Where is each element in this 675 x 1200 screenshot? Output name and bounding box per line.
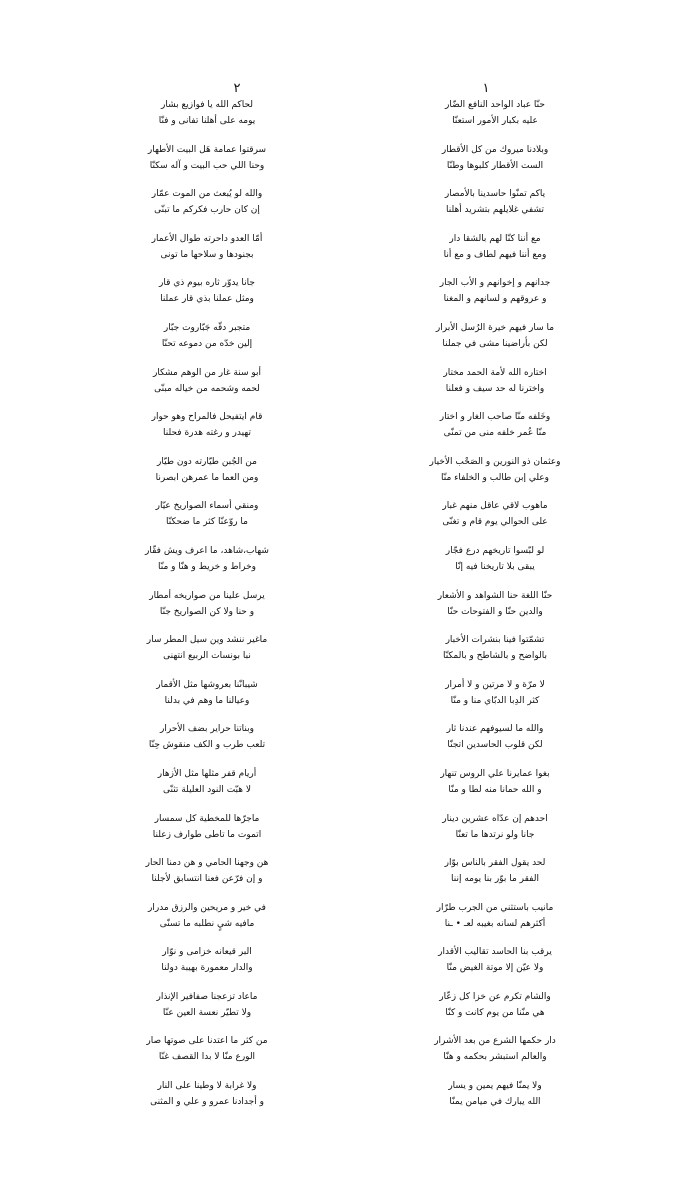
- verse-second-hemistich: والدار معمورة بهيبة دولنا: [161, 963, 253, 974]
- verse-second-hemistich: تشفي غلايلهم بتشريد أهلنا: [446, 205, 544, 216]
- verse-first-hemistich: جدانهم و إخوانهم و الأب الجار: [439, 278, 551, 289]
- verse-first-hemistich: اختاره الله لأمة الحمد مختار: [443, 367, 547, 378]
- verse: [82, 186, 332, 231]
- verse-first-hemistich: وعثمان ذو النورين و الصَحْب الأخيار: [429, 456, 561, 467]
- verse: [370, 454, 620, 499]
- verse-first-hemistich: بغوا عمايرنا علي الروس تنهار: [440, 768, 550, 779]
- verse-first-hemistich: ما سار فيهم خيرة الرُسل الأبرار: [435, 322, 555, 333]
- verse-second-hemistich: جانا ولو نرتدها ما تعنّا: [455, 829, 535, 840]
- verse-first-hemistich: مانيب باستثني من الجرب طرّار: [436, 902, 554, 913]
- verse-first-hemistich: وبناتنا حراير بضف الأحرار: [160, 724, 254, 735]
- verse: [370, 97, 620, 142]
- verse: [82, 231, 332, 276]
- verse-second-hemistich: و أجدادنا عمرو و علي و المثنى: [150, 1097, 264, 1108]
- verse: [82, 142, 332, 187]
- verse: [82, 900, 332, 945]
- verse: [82, 275, 332, 320]
- verse-first-hemistich: دار حكمها الشرع من بعد الأشرار: [434, 1036, 556, 1047]
- verse-first-hemistich: يرقب بنا الحاسد تقاليب الأقدار: [438, 947, 552, 958]
- verse: [370, 766, 620, 811]
- verse: [370, 498, 620, 543]
- verse: [370, 142, 620, 187]
- verse: [82, 365, 332, 410]
- verse-second-hemistich: ومن العما ما عمرهن ابصرنا: [155, 472, 259, 483]
- verse: [82, 811, 332, 856]
- verse: [82, 454, 332, 499]
- verse-first-hemistich: في خير و مريحين والرزق مدرار: [148, 902, 266, 913]
- verse: [82, 1078, 332, 1123]
- verse-first-hemistich: ماجرّها للمخطية كل سمسار: [154, 813, 260, 824]
- verse-second-hemistich: و حنا ولا كن الصواريخ جنّا: [159, 606, 255, 617]
- verse-first-hemistich: ماهوب لاقي عاقل منهم غبار: [442, 501, 548, 512]
- verse-second-hemistich: وعلي إبن طالب و الخلفاء منّا: [440, 472, 550, 483]
- verse: [82, 766, 332, 811]
- verse: [370, 677, 620, 722]
- verse: [370, 365, 620, 410]
- verse-first-hemistich: قام ايتفيحل فالمراح وهو حوار: [151, 412, 263, 423]
- verse-second-hemistich: منّا عُمر خلفه منى من تمنّى: [443, 428, 547, 439]
- verse-first-hemistich: والله لو يُبعث من الموت عمّار: [151, 189, 263, 200]
- verse-second-hemistich: وعيالنا ما وهم في بدلنا: [164, 695, 250, 706]
- verse-second-hemistich: الله يبارك في ميامن يمنّا: [449, 1097, 541, 1108]
- verse-first-hemistich: وبلادنا ميروك من كل الأقطار: [441, 144, 549, 155]
- verse-second-hemistich: تهيدر و رغته هدرة فحلنا: [163, 428, 251, 439]
- verse-first-hemistich: لحد يقول الفقر بالناس بوّار: [444, 858, 546, 869]
- verse-first-hemistich: من كثر ما اعتدنا على صوتها صار: [146, 1036, 268, 1047]
- verse-first-hemistich: يرسل علينا من صواريخه أمطار: [149, 590, 265, 601]
- verse-second-hemistich: لا هبّت النود العليلة تثنّى: [162, 784, 251, 795]
- verse-first-hemistich: لا مرّة و لا مرتين و لا أمرار: [445, 679, 545, 690]
- verse-first-hemistich: سرقتوا عمامة هَل البيت الأطهار: [147, 144, 267, 155]
- verse-first-hemistich: جانا يدوّر ثاره بيوم ذي قار: [159, 278, 255, 289]
- verse-second-hemistich: ولا تطيّر نعسة العين عنّا: [162, 1007, 252, 1018]
- verse-first-hemistich: متجبر دقّه جَبّاروت جبّار: [163, 322, 251, 333]
- verse: [82, 944, 332, 989]
- verse-second-hemistich: واخترنا له حد سيف و فعلنا: [445, 383, 545, 394]
- verse-second-hemistich: والدين حنّا و الفتوحات حنّا: [447, 606, 543, 617]
- poem-column-2: [82, 82, 332, 1123]
- verse-second-hemistich: نبا بونسات الربيع انتهنى: [163, 651, 251, 662]
- verse-first-hemistich: لو لبّسوا تاريخهم درع فجّار: [445, 545, 545, 556]
- verse: [370, 543, 620, 588]
- verse-first-hemistich: والشام تكرم عن خزا كل زعّار: [439, 991, 551, 1002]
- verse: [370, 900, 620, 945]
- verse-first-hemistich: شهاب،شاهد، ما اعرف ويش فقّار: [145, 545, 269, 556]
- poem-column-1: [370, 82, 620, 1123]
- verse-first-hemistich: هن وجهنا الحامي و هن دمنا الحار: [145, 858, 269, 869]
- verse-second-hemistich: لكن بأراضينا مشى في جملنا: [442, 338, 548, 349]
- verse: [82, 855, 332, 900]
- verse-first-hemistich: حنّا عباد الواحد النافع الضّار: [445, 100, 545, 110]
- verse-second-hemistich: ولا عيّن إلا موتة الغيض منّا: [446, 963, 544, 974]
- verse: [82, 409, 332, 454]
- verse: [370, 588, 620, 633]
- verse-second-hemistich: اتموت ما تاطى طوارف زعلنا: [152, 829, 262, 840]
- verse-second-hemistich: تلعب طرب و الكف منقوش حِنّا: [148, 740, 266, 751]
- verse: [82, 543, 332, 588]
- verse: [82, 989, 332, 1034]
- verse-second-hemistich: إلين خدّه من دموعه تحنّا: [161, 338, 253, 349]
- verse-second-hemistich: هي منّنا من يوم كانت و كنّا: [445, 1007, 545, 1018]
- verse-second-hemistich: إن كان حارب فكركم ما تبنّى: [154, 205, 260, 216]
- verse-second-hemistich: أكثرهم لسانه بغيبه لعـ • ـنا: [444, 918, 546, 929]
- verse-first-hemistich: ومنقي أسماء الصواريخ عيّار: [155, 501, 259, 512]
- column-number: ٢: [233, 81, 241, 96]
- verse: [82, 677, 332, 722]
- verse-second-hemistich: وحنا اللي حب البيت و آله سكنّا: [149, 160, 265, 171]
- column-number: ١: [482, 81, 490, 96]
- verse-list: [370, 97, 620, 1123]
- verse-second-hemistich: لحمه وشحمه من خياله مبنّى: [154, 383, 260, 394]
- verse: [370, 320, 620, 365]
- verse-first-hemistich: والله ما لسيوفهم عندنا ثار: [446, 724, 544, 735]
- verse-second-hemistich: الفقر ما بوّر بنا يومه إننا: [451, 874, 539, 885]
- verse-first-hemistich: مع أننا كنّا لهم بالشقا دار: [449, 233, 541, 244]
- verse-second-hemistich: عليه بكبار الأمور استعنّا: [452, 116, 538, 126]
- verse-second-hemistich: لكن قلوب الحاسدين اتجنّا: [447, 740, 543, 751]
- verse: [370, 409, 620, 454]
- verse-second-hemistich: والعالم استبشر بحكمه و هنّا: [443, 1052, 547, 1063]
- verse-second-hemistich: و إن فرّعن فعنا انتسابق لأجلنا: [151, 874, 263, 885]
- verse-first-hemistich: أبو سنة غار من الوهم مشكار: [152, 367, 262, 378]
- verse: [82, 498, 332, 543]
- verse-second-hemistich: بالواضح و بالشاطح و بالمكنّا: [442, 651, 548, 662]
- verse-second-hemistich: كثر الدِبا الدبّاي منا و منّا: [450, 695, 540, 706]
- verse-second-hemistich: مافيه شيٍ نطلبه ما تسنّى: [159, 918, 255, 929]
- verse-second-hemistich: ما روّعنّا كثر ما ضحكنّا: [166, 517, 248, 528]
- verse-first-hemistich: ولا يمنّا فيهم يمين و يسار: [448, 1081, 542, 1092]
- verse: [370, 1078, 620, 1123]
- verse: [370, 1033, 620, 1078]
- verse: [370, 811, 620, 856]
- verse-second-hemistich: يبقى بلا تاريخنا فيه إنّا: [455, 561, 535, 572]
- verse-second-hemistich: بجنودها و سلاحها ما تونى: [160, 249, 254, 260]
- verse: [82, 721, 332, 766]
- verse: [82, 632, 332, 677]
- verse-list: [82, 97, 332, 1123]
- verse: [370, 632, 620, 677]
- verse-second-hemistich: الست الأقطار كلبوها وطنّا: [446, 160, 544, 171]
- verse-first-hemistich: احدهم إن عدّاه عشرين دينار: [442, 813, 548, 824]
- verse-first-hemistich: ماغير ننشد وين سيل المطر سار: [146, 635, 268, 646]
- verse-first-hemistich: أريام قفر مثلها مثل الأزهار: [157, 768, 257, 779]
- verse-first-hemistich: شيبانّنا بعروشها مثل الأقمار: [156, 679, 258, 690]
- verse: [82, 588, 332, 633]
- verse-first-hemistich: حنّا اللغة حنا الشواهد و الأشعار: [437, 590, 553, 601]
- verse-second-hemistich: يومه على أهلنا تفانى و فنّا: [158, 116, 256, 126]
- verse-first-hemistich: ماعاد تزعجنا صفافير الإنذار: [156, 991, 258, 1002]
- verse: [370, 944, 620, 989]
- verse-first-hemistich: البر قيعانه خزامى و نوّار: [162, 947, 252, 958]
- verse-second-hemistich: ومع أننا فيهم لطاف و مع أنا: [443, 249, 547, 260]
- verse-first-hemistich: ولا غرابة لا وطينا على النار: [157, 1081, 257, 1092]
- verse-second-hemistich: و عروقهم و لسانهم و المغنا: [443, 294, 547, 305]
- verse-second-hemistich: وخراط و خريط و هنّا و منّا: [158, 561, 256, 572]
- verse: [370, 231, 620, 276]
- verse: [370, 186, 620, 231]
- verse-second-hemistich: على الحوالي يوم قام و تغنّى: [442, 517, 548, 528]
- verse: [370, 275, 620, 320]
- verse-second-hemistich: ومثل عملنا بذي قار عملنا: [160, 294, 254, 305]
- verse: [82, 97, 332, 142]
- verse: [370, 721, 620, 766]
- verse-first-hemistich: تشمّتوا فينا بنشرات الأخبار: [445, 635, 545, 646]
- verse-first-hemistich: لحاكم الله يا فوازيع بشار: [160, 100, 254, 110]
- verse-first-hemistich: أمّا العدو داحرته طوال الأعمار: [151, 233, 263, 244]
- verse: [370, 989, 620, 1034]
- verse: [82, 1033, 332, 1078]
- verse-first-hemistich: ياكم تمنّوا حاسدينا بالأمصار: [444, 189, 546, 200]
- verse-second-hemistich: الورع منّا لا بدا القصف غنّا: [158, 1052, 256, 1063]
- verse-first-hemistich: من الجُبن طيّارته دون طيّار: [157, 456, 257, 467]
- verse-second-hemistich: و الله حمانا منه لطا و منّا: [448, 784, 542, 795]
- verse: [370, 855, 620, 900]
- verse: [82, 320, 332, 365]
- verse-first-hemistich: وخَلفه منّا صاحب الغار و اختار: [439, 412, 551, 423]
